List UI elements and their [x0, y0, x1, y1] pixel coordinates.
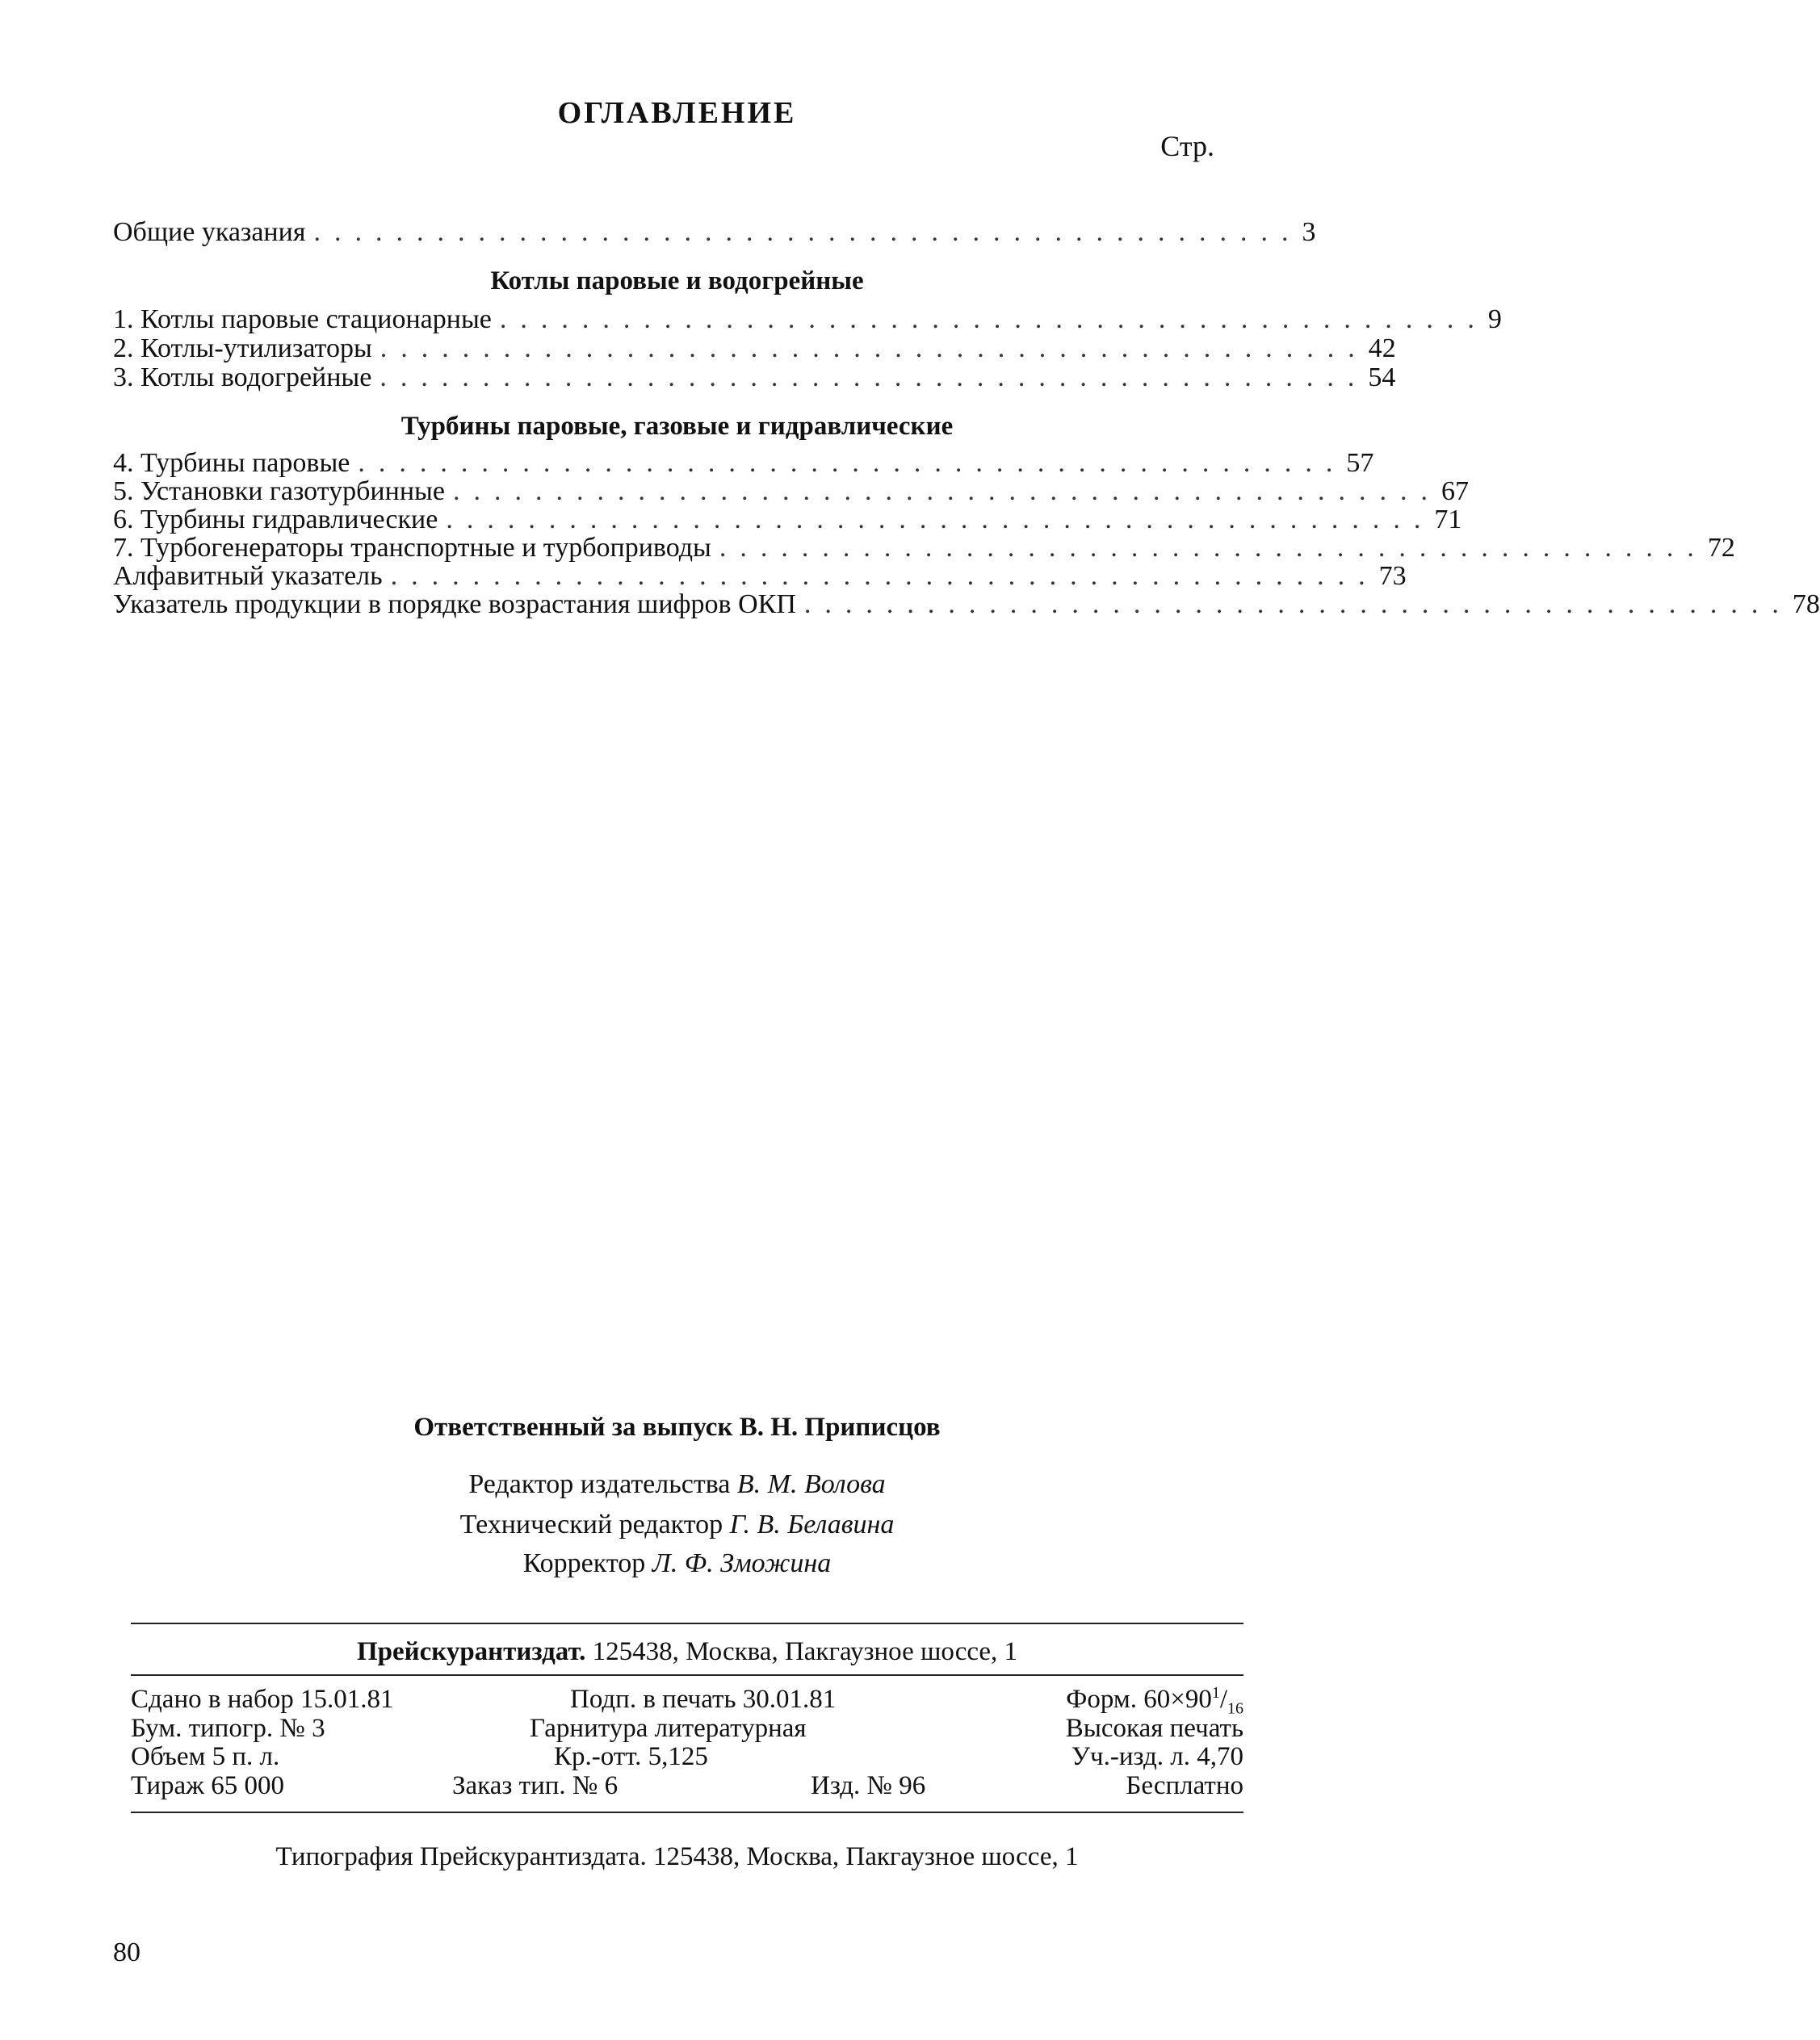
toc-entry[interactable]: [113, 304, 1502, 336]
divider-rule: [131, 1674, 1243, 1676]
imprint-edition: Изд. № 96: [811, 1771, 926, 1800]
leader-dots: ................................................: [719, 533, 1708, 563]
toc-entry-label: Указатель продукции в порядке возрастания шифров ОКП: [113, 589, 796, 619]
toc-entry-label: 6. Турбины гидравлические: [113, 505, 438, 534]
leader-dots: ................................................: [380, 333, 1369, 363]
divider-rule: [131, 1812, 1243, 1813]
credit-line: [0, 1469, 1354, 1500]
credit-name: Л. Ф. Зможина: [652, 1548, 832, 1578]
imprint-order: Заказ тип. № 6: [452, 1771, 619, 1800]
toc-entry-label: Общие указания: [113, 217, 306, 247]
credit-name: Г. В. Белавина: [729, 1510, 895, 1539]
toc-entry[interactable]: [113, 560, 1407, 593]
section-heading: Турбины паровые, газовые и гидравлические: [400, 412, 954, 441]
toc-entry[interactable]: [113, 589, 1820, 621]
credit-role: Технический редактор: [459, 1510, 723, 1539]
toc-entry-label: 4. Турбины паровые: [113, 448, 350, 478]
toc-entry[interactable]: [113, 475, 1469, 508]
imprint-format: Форм. $60\times 90^1/_{16}$: [1066, 1684, 1243, 1718]
printer-line: Типография Прейскурантиздата. 125438, Москва, Пакгаузное шоссе, 1: [275, 1842, 1079, 1871]
leader-dots: ................................................: [380, 362, 1369, 392]
credit-line: [0, 1548, 1354, 1579]
imprint-print-type: Высокая печать: [1065, 1714, 1243, 1743]
page-column-label: Стр.: [1160, 130, 1214, 162]
toc-entry-page: 72: [1707, 533, 1735, 563]
toc-entry-label: 7. Турбогенераторы транспортные и турбоприводы: [113, 533, 711, 563]
leader-dots: ................................................: [390, 561, 1379, 591]
toc-entry-page: 57: [1346, 448, 1374, 478]
toc-entry-page: 9: [1487, 304, 1502, 334]
toc-entry-page: 73: [1378, 561, 1407, 591]
toc-entry[interactable]: [113, 362, 1396, 394]
imprint-volume: Объем 5 п. л.: [131, 1742, 280, 1771]
toc-entry-label: 3. Котлы водогрейные: [113, 362, 372, 392]
toc-entry-label: 5. Установки газотурбинные: [113, 476, 445, 506]
toc-entry-page: 71: [1434, 505, 1462, 534]
imprint-uch-izd: Уч.-изд. л. 4,70: [1071, 1742, 1243, 1771]
toc-entry[interactable]: [113, 504, 1462, 536]
imprint-format-prefix: Форм. 60×90: [1066, 1685, 1212, 1714]
responsible-line: Ответственный за выпуск В. Н. Приписцов: [413, 1413, 941, 1442]
credit-role: Корректор: [522, 1548, 646, 1578]
page-title: ОГЛАВЛЕНИЕ: [557, 96, 797, 130]
leader-dots: ................................................: [313, 217, 1302, 247]
section-heading: Котлы паровые и водогрейные: [490, 266, 864, 295]
leader-dots: ................................................: [452, 476, 1441, 506]
leader-dots: ................................................: [446, 505, 1435, 534]
imprint-kr-ott: Кр.-отт. 5,125: [554, 1742, 708, 1771]
leader-dots: ................................................: [499, 304, 1488, 334]
imprint-signed-to-print: Подп. в печать 30.01.81: [570, 1685, 837, 1714]
toc-entry[interactable]: [113, 532, 1735, 564]
toc-entry-page: 67: [1440, 476, 1469, 506]
imprint-sent-to-set: Сдано в набор 15.01.81: [131, 1685, 394, 1714]
toc-entry-label: Алфавитный указатель: [113, 561, 383, 591]
credit-name: В. М. Волова: [736, 1469, 886, 1499]
imprint-typeface: Гарнитура литературная: [530, 1714, 807, 1743]
toc-entry-page: 42: [1368, 333, 1396, 363]
imprint-circulation: Тираж 65 000: [131, 1771, 284, 1800]
toc-entry-page: 54: [1368, 362, 1396, 392]
toc-entry[interactable]: [113, 447, 1374, 480]
publisher-name: Прейскурантиздат.: [356, 1637, 586, 1666]
leader-dots: ................................................: [803, 589, 1793, 619]
toc-entry[interactable]: [113, 333, 1396, 365]
publisher-address: 125438, Москва, Пакгаузное шоссе, 1: [592, 1637, 1018, 1666]
toc-entry-page: 78: [1792, 589, 1820, 619]
toc-entry-label: 1. Котлы паровые стационарные: [113, 304, 492, 334]
toc-entry[interactable]: [113, 216, 1316, 249]
leader-dots: ................................................: [358, 448, 1347, 478]
imprint-format-sub: 16: [1227, 1699, 1243, 1718]
divider-rule: [131, 1623, 1243, 1624]
toc-entry-page: 3: [1302, 217, 1316, 247]
publisher-line: [131, 1637, 1243, 1667]
imprint-format-sup: 1: [1211, 1684, 1220, 1702]
credit-role: Редактор издательства: [468, 1469, 731, 1499]
toc-entry-label: 2. Котлы-утилизаторы: [113, 333, 372, 363]
imprint-paper: Бум. типогр. № 3: [131, 1714, 325, 1743]
imprint-price: Бесплатно: [1126, 1771, 1243, 1800]
credit-line: [0, 1510, 1354, 1540]
page-number: 80: [113, 1937, 140, 1967]
